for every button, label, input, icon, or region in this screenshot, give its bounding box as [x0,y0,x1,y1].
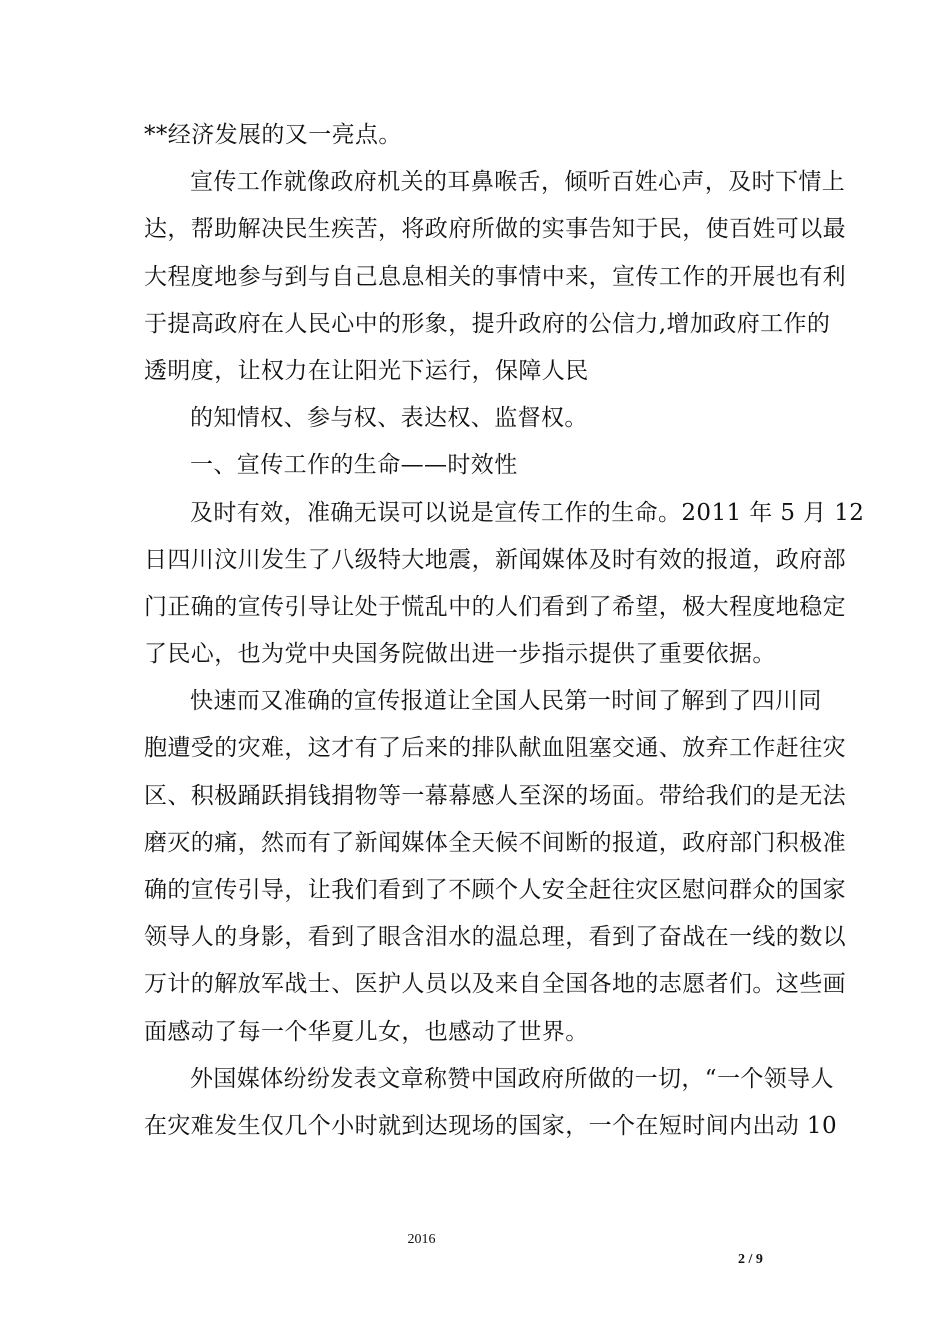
text-line: 确的宣传引导，让我们看到了不顾个人安全赶往灾区慰问群众的国家 [144,877,846,903]
text-line: 外国媒体纷纷发表文章称赞中国政府所做的一切，“一个领导人 [190,1065,834,1092]
page-number: 2 / 9 [738,1252,763,1267]
document-body [144,112,865,1150]
text-line: 宣传工作就像政府机关的耳鼻喉舌，倾听百姓心声，及时下情上 [190,169,846,196]
text-line: 及时有效，准确无误可以说是宣传工作的生命。2011 年 5 月 12 [190,499,865,526]
text-line: 门正确的宣传引导让处于慌乱中的人们看到了希望，极大程度地稳定 [144,593,846,620]
text-line: 胞遭受的灾难，这才有了后来的排队献血阻塞交通、放弃工作赶往灾 [144,735,846,762]
text-line: **经济发展的又一亮点。 [144,122,402,148]
text-line: 透明度，让权力在让阳光下运行，保障人民 [144,357,589,384]
text-line: 了民心，也为党中央国务院做出进一步指示提供了重要依据。 [144,641,776,668]
text-line: 大程度地参与到与自己息息相关的事情中来，宣传工作的开展也有利 [144,263,846,290]
text-line: 的知情权、参与权、表达权、监督权。 [190,405,588,432]
text-line: 于提高政府在人民心中的形象，提升政府的公信力,增加政府工作的 [144,310,831,337]
text-line: 面感动了每一个华夏儿女，也感动了世界。 [144,1018,589,1045]
text-line: 领导人的身影，看到了眼含泪水的温总理，看到了奋战在一线的数以 [144,924,846,951]
section-heading: 一、宣传工作的生命——时效性 [190,452,518,479]
text-line: 在灾难发生仅几个小时就到达现场的国家，一个在短时间内出动 10 [144,1112,837,1139]
text-line: 区、积极踊跃捐钱捐物等一幕幕感人至深的场面。带给我们的是无法 [144,782,846,809]
text-line: 快速而又准确的宣传报道让全国人民第一时间了解到了四川同 [190,688,822,715]
text-line: 磨灭的痛，然而有了新闻媒体全天候不间断的报道，政府部门积极准 [144,829,846,856]
footer-year: 2016 [407,1232,436,1247]
text-line: 万计的解放军战士、医护人员以及来自全国各地的志愿者们。这些画 [144,971,846,998]
text-line: 达，帮助解决民生疾苦，将政府所做的实事告知于民，使百姓可以最 [144,216,846,243]
text-line: 日四川汶川发生了八级特大地震，新闻媒体及时有效的报道，政府部 [144,546,846,573]
